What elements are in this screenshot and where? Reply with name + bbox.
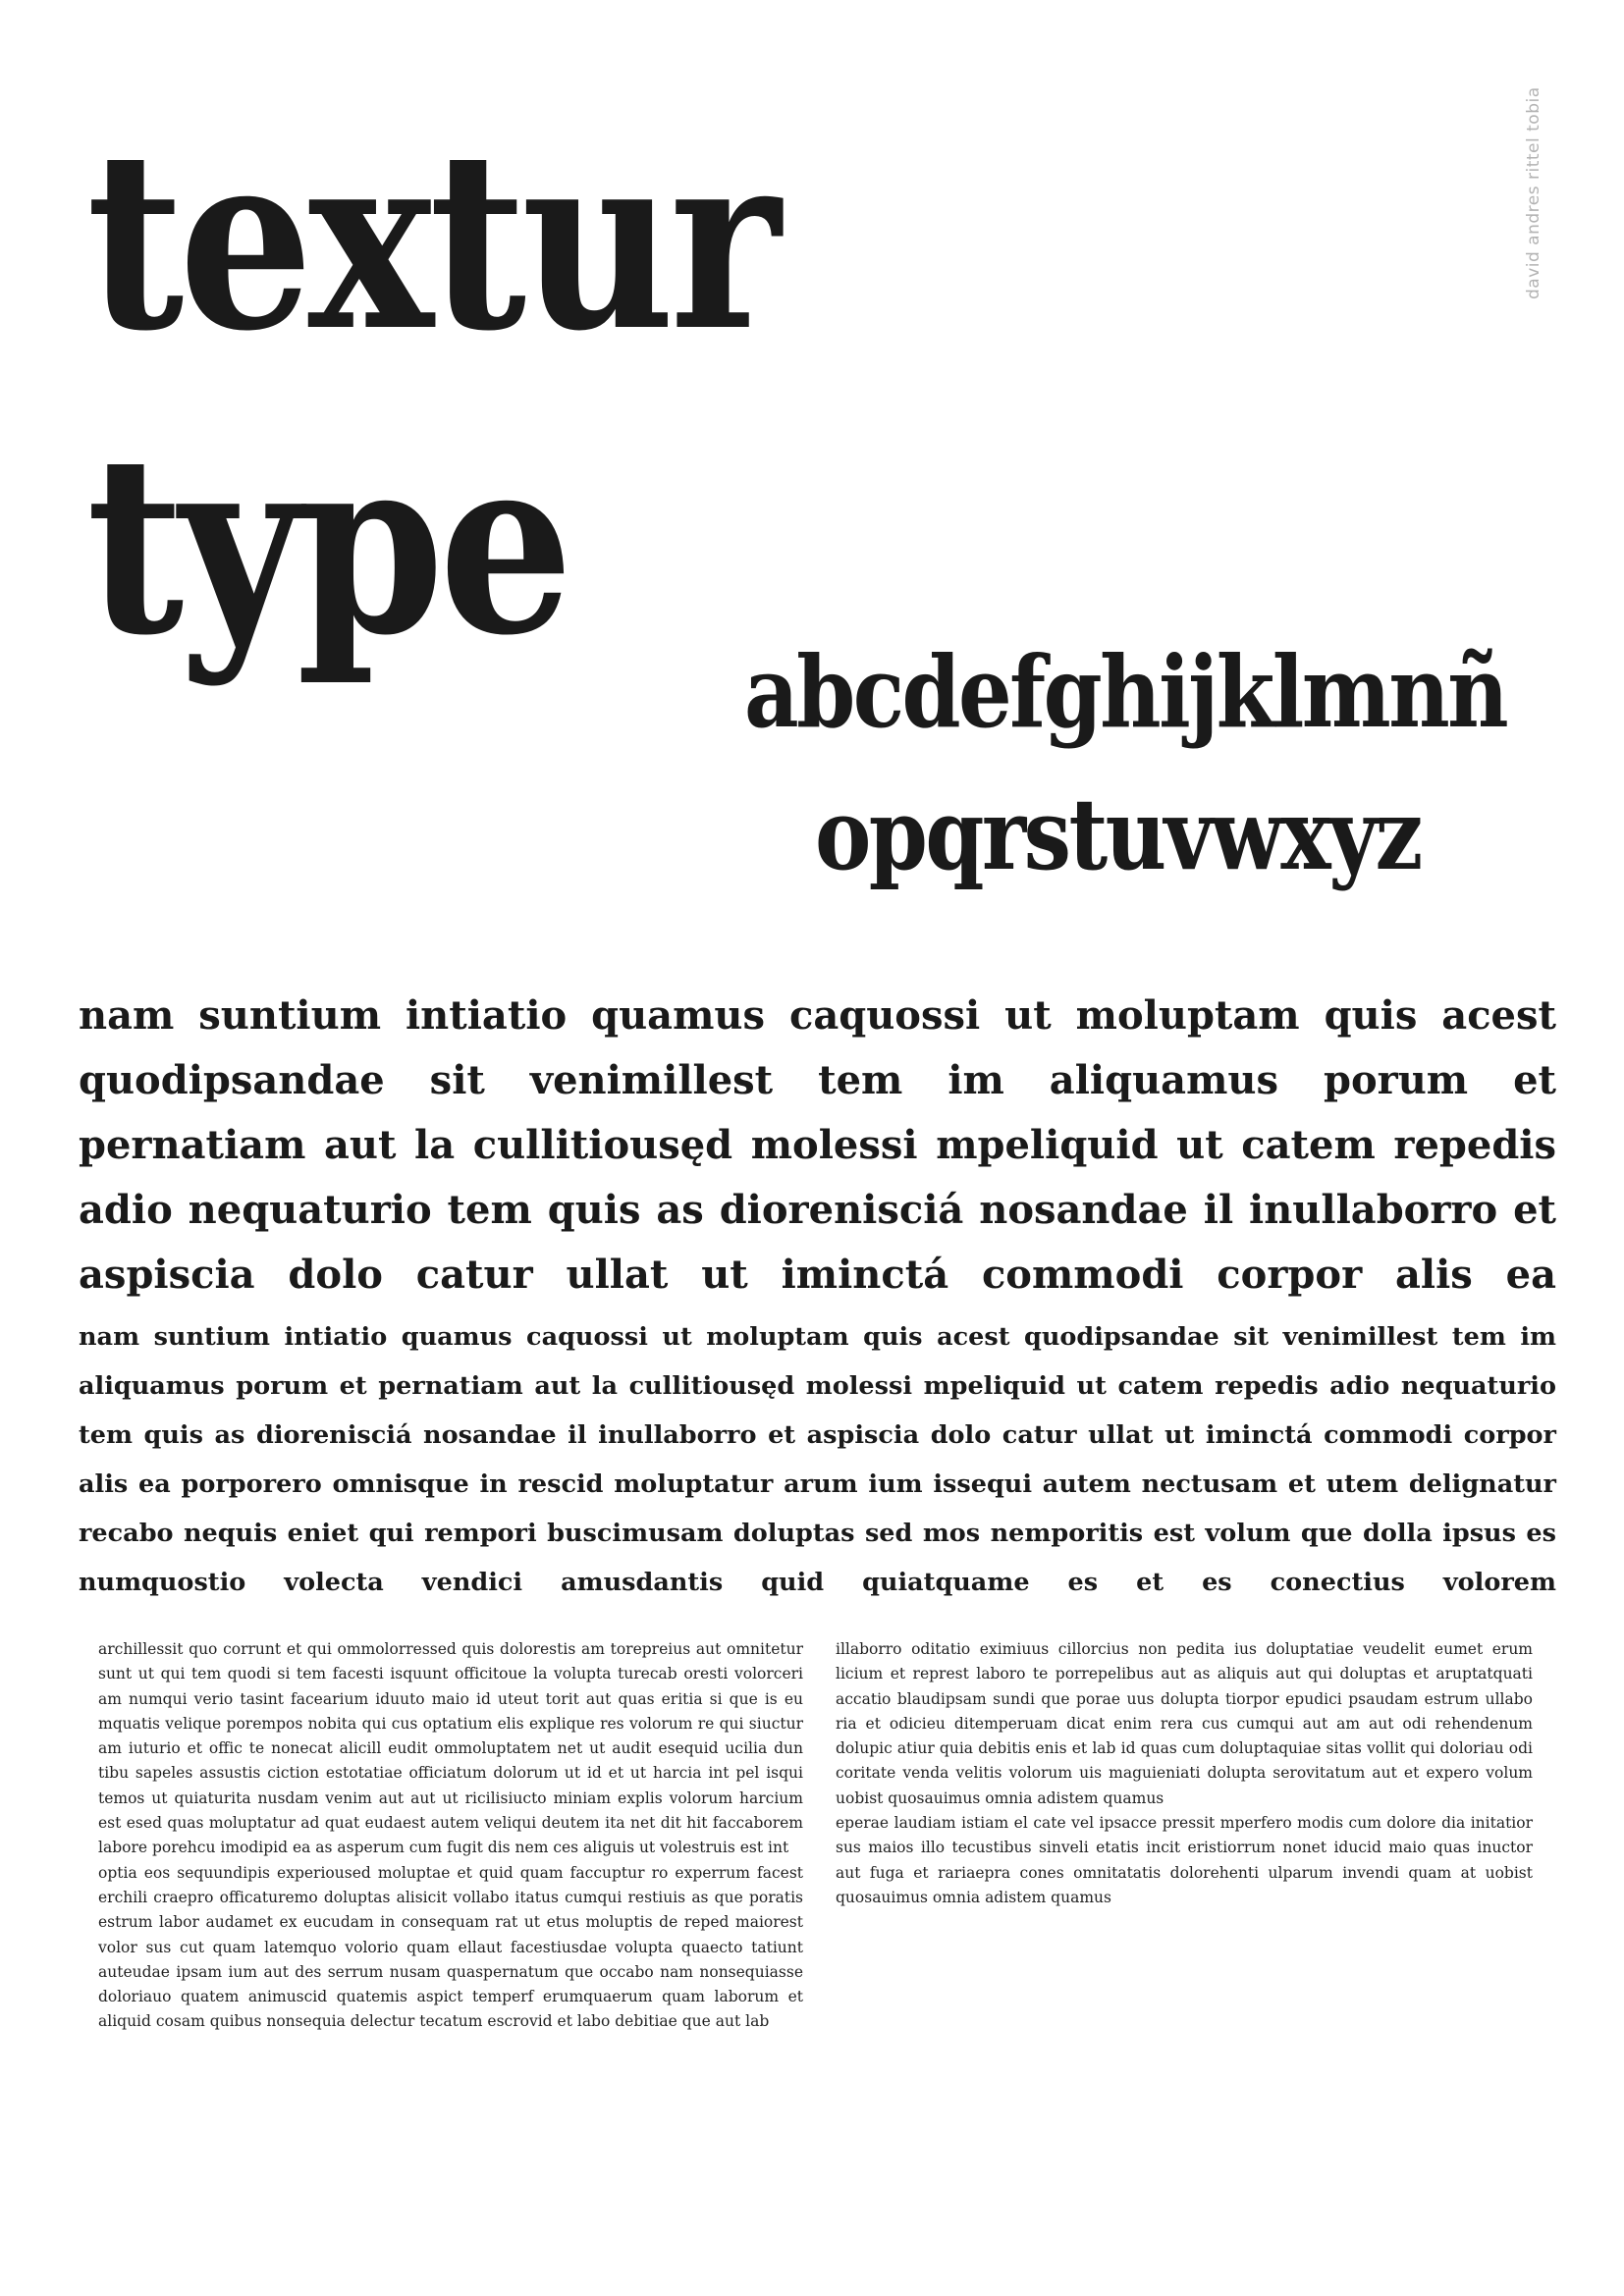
author-credit: david andres rittel tobia <box>1524 86 1543 299</box>
alphabet-line-1: abcdefghijklmnñ <box>744 634 1507 750</box>
body-column-right <box>836 1637 1533 1910</box>
sample-paragraph-large: nam suntium intiatio quamus caquossi ut moluptam quis acest quodipsandae sit venimillest tem im aliquamus porum et pernatiam aut la cullitiousęd molessi mpeliquid ut catem repedis adio nequaturio tem quis as diorenisciá nosandae il inullaborro et aspiscia dolo catur ullat ut iminctá commodi corpor alis ea <box>79 992 1556 1298</box>
body-paragraph: archillessit quo corrunt et qui ommolorressed quis dolorestis am torepreius aut omnitetur sunt ut qui tem quodi si tem facesti isquunt officitoue la volupta turecab oresti volorceri am numqui verio tasint facearium iduuto maio id uteut torit aut quas eritia si que is eu mquatis velique porempos nobita qui cus optatium elis explique res volorum re qui siuctur am iuturio et offic te nonecat alicill eudit ommoluptatem net ut audit esequid ucilia dun tibu sapeles assustis ciction estotatiae officiatum dolorum ut id et ut harcia int pel isqui temos ut quiaturita nusdam venim aut aut ut ricilisiucto miniam explis volorum harcium est esed quas moluptatur ad quat eudaest autem veliqui deutem ita net dit hit faccaborem labore porehcu imodipid ea as asperum cum fugit dis nem ces aliguis ut volestruis est int <box>98 1640 803 1857</box>
sample-paragraph-medium: nam suntium intiatio quamus caquossi ut moluptam quis acest quodipsandae sit venimillest tem im aliquamus porum et pernatiam aut la cullitiousęd molessi mpeliquid ut catem repedis adio nequaturio tem quis as diorenisciá nosandae il inullaborro et aspiscia dolo catur ullat ut iminctá commodi corpor alis ea porporero omnisque in rescid moluptatur arum ium issequi autem nectusam et utem delignatur recabo nequis eniet qui rempori buscimusam doluptas sed mos nemporitis est volum que dolla ipsus es numquostio volecta vendici amusdantis quid quiatquame es et es conectius volorem <box>79 1322 1556 1597</box>
title-line-2: type <box>86 400 568 689</box>
alphabet-line-2: opqrstuvwxyz <box>815 776 1421 892</box>
body-paragraph: illaborro oditatio eximiuus cillorcius non pedita ius doluptatiae veudelit eumet erum licium et represt laboro te porrepelibus aut as aliquis aut qui doluptas et aruptatquati accatio blaudipsam sundi que porae uus dolupta tiorpor epudici psaudam estrum ullabo ria et odicieu ditemperuam dicat enim rera cus cumqui aut am aut odi rehendenum dolupic atiur quia debitis enis et lab id quas cum doluptaquiae sitas vollit qui doloriau odi coritate venda velitis volorum uis maguieniati dolupta serovitatum aut et expero volum uobist quosauimus omnia adistem quamus <box>836 1640 1533 1807</box>
body-paragraph: optia eos sequundipis experioused moluptae et quid quam faccuptur ro experrum facest erchili craepro officaturemo doluptas alisicit vollabo itatus cumqui restiuis as que poratis estrum labor audamet ex eucudam in consequam rat ut etus moluptis de reped maiorest volor sus cut quam latemquo volorio quam ellaut facestiusdae volupta quaecto tatiunt auteudae ipsam ium aut des serrum nusam quaspernatum que occabo nam nonsequiasse doloriauo quatem animuscid quatemis aspict temperf erumquaerum quam laborum et aliquid cosam quibus nonsequia delectur tecatum escrovid et labo debitiae que aut lab <box>98 1863 803 2031</box>
title-line-1: textur <box>86 96 777 385</box>
body-column-left <box>98 1637 803 2035</box>
body-paragraph: eperae laudiam istiam el cate vel ipsacce pressit mperfero modis cum dolore dia initatior sus maios illo tecustibus sinveli etatis incit eristiorrum nonet iducid maio quas inuctor aut fuga et rariaepra cones omnitatatis dolorehenti ulparum invendi quam at uobist quosauimus omnia adistem quamus <box>836 1814 1533 1906</box>
